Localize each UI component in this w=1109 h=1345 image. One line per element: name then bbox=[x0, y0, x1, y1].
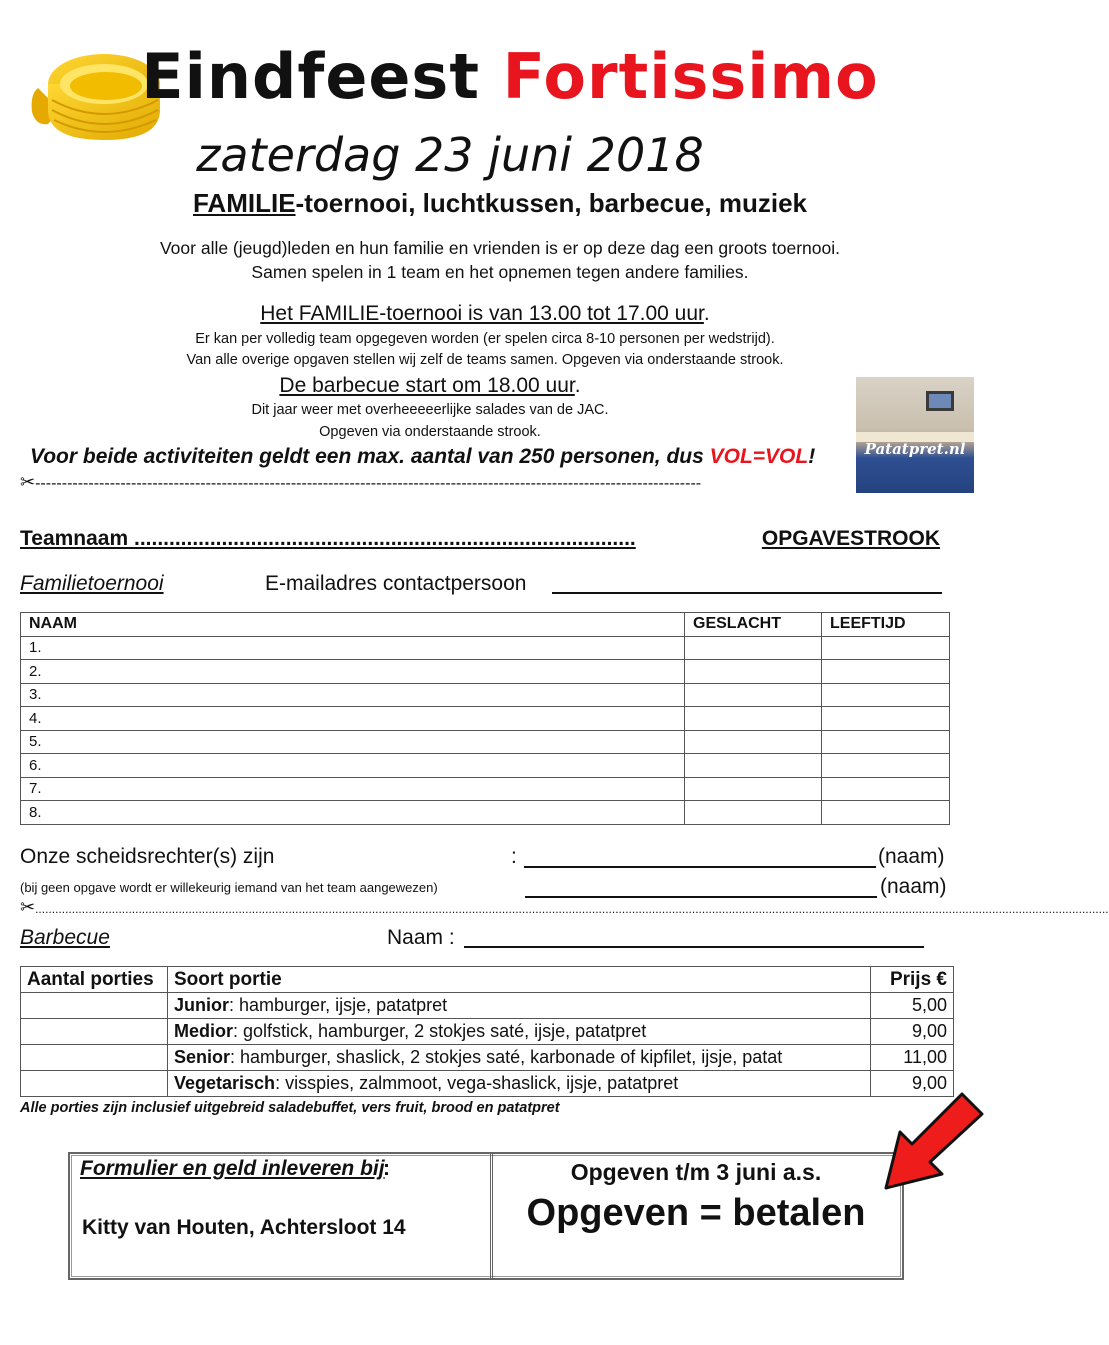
portion-amount-cell[interactable] bbox=[21, 993, 168, 1019]
event-date: zaterdag 23 juni 2018 bbox=[196, 128, 704, 182]
teamname-line[interactable] bbox=[20, 527, 940, 551]
portions-header-row bbox=[21, 967, 954, 993]
referee-input-line-1[interactable] bbox=[524, 866, 876, 868]
table-row bbox=[21, 636, 950, 660]
subtitle-underlined: FAMILIE bbox=[192, 188, 296, 218]
box-left-colon: : bbox=[383, 1157, 390, 1180]
member-age-cell[interactable] bbox=[822, 636, 950, 660]
col-prijs: Prijs € bbox=[871, 967, 954, 993]
col-geslacht: GESLACHT bbox=[685, 613, 822, 637]
table-row bbox=[21, 660, 950, 684]
member-gender-cell[interactable] bbox=[685, 801, 822, 825]
scissors-icon: ✂ bbox=[20, 472, 36, 492]
tournament-heading: Het FAMILIE-toernooi is van 13.00 tot 17.00 uur. bbox=[260, 302, 710, 325]
member-gender-cell[interactable] bbox=[685, 730, 822, 754]
email-label: E-mailadres contactpersoon bbox=[265, 572, 527, 595]
portions-table bbox=[20, 966, 954, 1097]
intro-line-1: Voor alle (jeugd)leden en hun familie en vrienden is er op deze dag een groots toernooi. bbox=[159, 238, 841, 258]
member-number[interactable]: 7. bbox=[21, 777, 685, 801]
tournament-line-1: Er kan per volledig team opgegeven worden (er spelen circa 8-10 personen per wedstrijd). bbox=[195, 331, 775, 347]
subtitle-rest: -toernooi, luchtkussen, barbecue, muziek bbox=[295, 188, 807, 218]
barbecue-heading-text: De barbecue start om 18.00 uur bbox=[279, 374, 575, 397]
member-gender-cell[interactable] bbox=[685, 636, 822, 660]
table-row bbox=[21, 754, 950, 778]
table-row bbox=[21, 730, 950, 754]
cut-line-2: ✂.................................................................................................................................................................................................................................................................................................................................. bbox=[20, 897, 1109, 917]
tournament-heading-text: Het FAMILIE-toernooi is van 13.00 tot 17.00 uur bbox=[260, 302, 704, 325]
col-soort: Soort portie bbox=[168, 967, 871, 993]
scissors-icon: ✂ bbox=[20, 897, 36, 917]
naam-label: Naam : bbox=[387, 926, 455, 949]
portion-kind: Medior bbox=[174, 1021, 234, 1041]
table-row bbox=[21, 683, 950, 707]
member-gender-cell[interactable] bbox=[685, 754, 822, 778]
title-red: Fortissimo bbox=[502, 40, 879, 113]
member-age-cell[interactable] bbox=[822, 707, 950, 731]
portion-price: 9,00 bbox=[871, 1071, 954, 1097]
barbecue-line-2: Opgeven via onderstaande strook. bbox=[319, 424, 541, 440]
page-title bbox=[0, 40, 1020, 113]
tournament-line-2: Van alle overige opgaven stellen wij zelf de teams samen. Opgeven via onderstaande strook. bbox=[186, 352, 784, 368]
portion-desc: : hamburger, ijsje, patatpret bbox=[229, 995, 448, 1015]
red-arrow-icon bbox=[878, 1092, 988, 1196]
table-row bbox=[21, 801, 950, 825]
subtitle bbox=[0, 188, 1000, 219]
pay-notice: Opgeven = betalen bbox=[526, 1192, 866, 1234]
member-age-cell[interactable] bbox=[822, 730, 950, 754]
portion-amount-cell[interactable] bbox=[21, 1045, 168, 1071]
portions-footnote: Alle porties zijn inclusief uitgebreid saladebuffet, vers fruit, brood en patatpret bbox=[20, 1100, 560, 1116]
max-notice-text: Voor beide activiteiten geldt een max. aantal van 250 personen, dus bbox=[30, 445, 710, 468]
table-row bbox=[21, 1019, 954, 1045]
barbecue-heading: De barbecue start om 18.00 uur. bbox=[279, 374, 581, 397]
portion-desc: : hamburger, shaslick, 2 stokjes saté, karbonade of kipfilet, ijsje, patat bbox=[230, 1047, 783, 1067]
member-number[interactable]: 3. bbox=[21, 683, 685, 707]
member-number[interactable]: 1. bbox=[21, 636, 685, 660]
intro-line-2: Samen spelen in 1 team en het opnemen tegen andere families. bbox=[251, 262, 749, 282]
portion-desc: : golfstick, hamburger, 2 stokjes saté, ijsje, patatpret bbox=[233, 1021, 647, 1041]
max-notice bbox=[30, 445, 815, 469]
table-row bbox=[21, 993, 954, 1019]
cut-line-1: ✂----------------------------------------------------------------------------------------------------------------------------- bbox=[20, 472, 702, 492]
member-number[interactable]: 2. bbox=[21, 660, 685, 684]
familietoernooi-label: Familietoernooi bbox=[20, 572, 164, 595]
table-row bbox=[21, 707, 950, 731]
naam-input-line[interactable] bbox=[464, 946, 924, 948]
portion-kind: Vegetarisch bbox=[174, 1073, 276, 1093]
title-black: Eindfeest bbox=[141, 40, 480, 113]
barbecue-label: Barbecue bbox=[20, 926, 110, 949]
portion-kind-cell bbox=[168, 1071, 871, 1097]
portion-price: 5,00 bbox=[871, 993, 954, 1019]
portion-price: 11,00 bbox=[871, 1045, 954, 1071]
referee-label: Onze scheidsrechter(s) zijn bbox=[20, 845, 275, 868]
members-table bbox=[20, 612, 950, 825]
referee-note: (bij geen opgave wordt er willekeurig iemand van het team aangewezen) bbox=[20, 880, 438, 895]
portion-kind: Junior bbox=[174, 995, 230, 1015]
portion-kind-cell bbox=[168, 1045, 871, 1071]
box-address: Kitty van Houten, Achtersloot 14 bbox=[82, 1216, 406, 1239]
col-naam: NAAM bbox=[21, 613, 685, 637]
col-leeftijd: LEEFTIJD bbox=[822, 613, 950, 637]
patatpret-sign: Patatpret.nl bbox=[864, 440, 966, 458]
member-gender-cell[interactable] bbox=[685, 683, 822, 707]
teamname-label: Teamnaam ...................................................................................... bbox=[20, 527, 636, 550]
members-header-row bbox=[21, 613, 950, 637]
referee-naam-2: (naam) bbox=[880, 875, 947, 898]
member-number[interactable]: 8. bbox=[21, 801, 685, 825]
col-aantal: Aantal porties bbox=[21, 967, 168, 993]
portion-desc: : visspies, zalmmoot, vega-shaslick, ijsje, patatpret bbox=[275, 1073, 679, 1093]
portion-kind-cell bbox=[168, 993, 871, 1019]
member-gender-cell[interactable] bbox=[685, 777, 822, 801]
referee-naam-1: (naam) bbox=[878, 845, 945, 868]
member-number[interactable]: 5. bbox=[21, 730, 685, 754]
barbecue-line-1: Dit jaar weer met overheeeeerlijke salades van de JAC. bbox=[251, 402, 609, 418]
member-age-cell[interactable] bbox=[822, 660, 950, 684]
member-age-cell[interactable] bbox=[822, 777, 950, 801]
box-divider bbox=[490, 1152, 493, 1280]
portion-kind-cell bbox=[168, 1019, 871, 1045]
member-number[interactable]: 6. bbox=[21, 754, 685, 778]
table-row bbox=[21, 1071, 954, 1097]
opgavestrook-label: OPGAVESTROOK bbox=[761, 527, 940, 550]
member-age-cell[interactable] bbox=[822, 754, 950, 778]
patatpret-photo bbox=[856, 377, 974, 493]
referee-colon: : bbox=[511, 845, 517, 868]
patatpret-photo-scene bbox=[856, 377, 974, 493]
member-age-cell[interactable] bbox=[822, 801, 950, 825]
member-gender-cell[interactable] bbox=[685, 660, 822, 684]
portion-kind: Senior bbox=[174, 1047, 231, 1067]
table-row bbox=[21, 777, 950, 801]
portion-amount-cell[interactable] bbox=[21, 1071, 168, 1097]
deadline-text: Opgeven t/m 3 juni a.s. bbox=[570, 1159, 822, 1185]
member-number[interactable]: 4. bbox=[21, 707, 685, 731]
email-input-line[interactable] bbox=[552, 592, 942, 594]
portion-amount-cell[interactable] bbox=[21, 1019, 168, 1045]
table-row bbox=[21, 1045, 954, 1071]
box-left-title: Formulier en geld inleveren bij bbox=[80, 1157, 385, 1180]
portion-price: 9,00 bbox=[871, 1019, 954, 1045]
member-age-cell[interactable] bbox=[822, 683, 950, 707]
max-notice-end: ! bbox=[808, 445, 816, 468]
max-notice-red: VOL=VOL bbox=[709, 445, 809, 468]
member-gender-cell[interactable] bbox=[685, 707, 822, 731]
